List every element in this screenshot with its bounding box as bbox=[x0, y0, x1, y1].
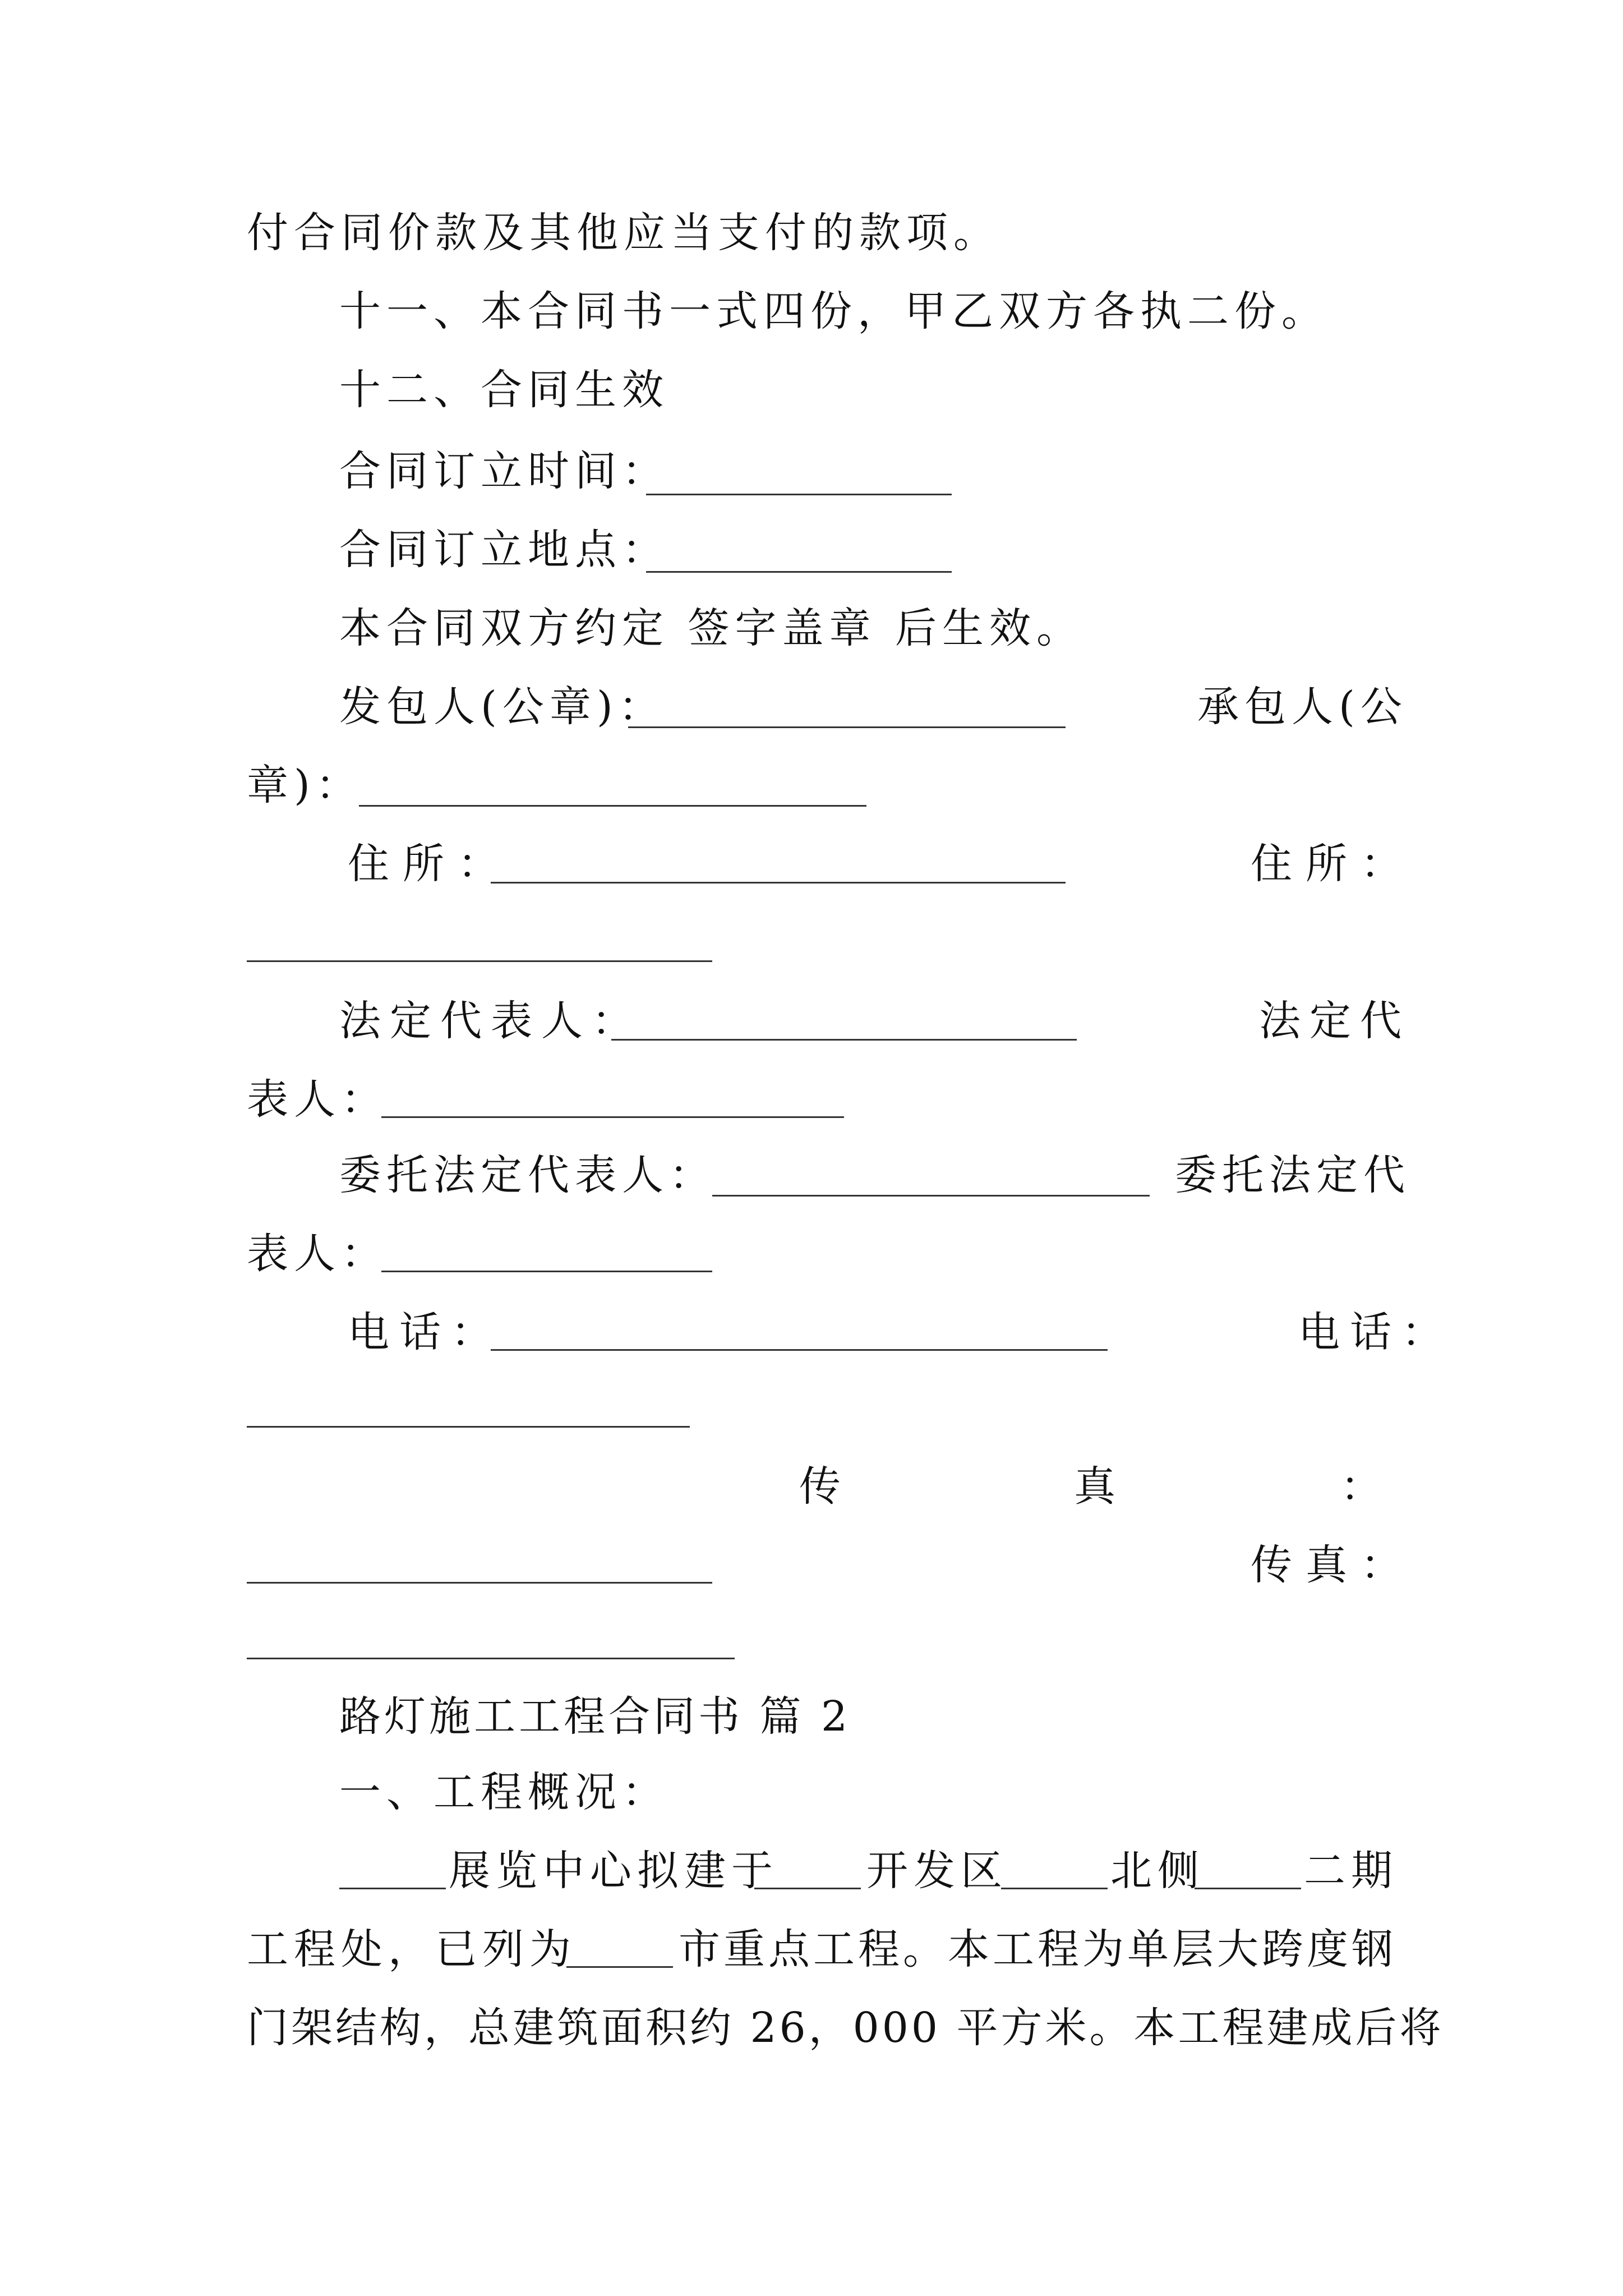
field-label: 传 bbox=[799, 1462, 846, 1511]
blank-line bbox=[712, 1195, 1150, 1197]
section-heading: 路灯施工工程合同书 篇 2 bbox=[339, 1692, 851, 1741]
text-line: 付合同价款及其他应当支付的款项。 bbox=[247, 209, 1000, 257]
text-line: 门架结构，总建筑面积约 26，000 平方米。本工程建成后将 bbox=[247, 2004, 1444, 2052]
field-label: 电话： bbox=[348, 1308, 502, 1356]
text-segment: 二期 bbox=[1304, 1847, 1398, 1895]
field-label: 承包人(公 bbox=[1197, 683, 1408, 731]
field-label: 住所： bbox=[1251, 840, 1415, 888]
field-label: 委托法定代 bbox=[1175, 1151, 1410, 1199]
text-segment: 工程处，已列为 bbox=[247, 1925, 577, 1973]
blank-line bbox=[754, 1888, 861, 1889]
field-label: 电话： bbox=[1298, 1308, 1453, 1356]
field-label: 合同订立地点： bbox=[339, 526, 669, 574]
blank-line bbox=[381, 1116, 844, 1118]
field-label: 发包人(公章)： bbox=[339, 683, 666, 731]
blank-line bbox=[566, 1966, 673, 1968]
blank-line bbox=[247, 1426, 690, 1428]
field-label: ： bbox=[1340, 1462, 1387, 1511]
text-line: 十一、本合同书一式四份，甲乙双方各执二份。 bbox=[339, 287, 1329, 335]
blank-line bbox=[359, 805, 866, 807]
blank-line bbox=[339, 1888, 446, 1889]
field-label: 法定代表人： bbox=[339, 997, 642, 1045]
blank-line bbox=[381, 1271, 712, 1272]
field-label: 章)： bbox=[247, 761, 363, 809]
field-label: 真 bbox=[1074, 1462, 1121, 1511]
text-line: 十二、合同生效 bbox=[339, 366, 669, 414]
blank-line bbox=[628, 726, 1066, 728]
text-segment: 开发区 bbox=[866, 1847, 1008, 1895]
text-segment: 展览中心拟建于 bbox=[449, 1847, 778, 1895]
field-label: 法定代 bbox=[1259, 997, 1410, 1045]
blank-line bbox=[247, 960, 712, 962]
blank-line bbox=[491, 1349, 1108, 1351]
text-line: 一、工程概况： bbox=[339, 1768, 669, 1816]
blank-line bbox=[611, 1039, 1077, 1041]
blank-line bbox=[646, 571, 952, 573]
text-segment: 北侧 bbox=[1110, 1847, 1205, 1895]
field-label: 传真： bbox=[1251, 1541, 1415, 1589]
field-label: 表人： bbox=[247, 1230, 388, 1278]
blank-line bbox=[1001, 1888, 1108, 1889]
text-segment: 市重点工程。本工程为单层大跨度钢 bbox=[679, 1925, 1396, 1973]
field-label: 委托法定代表人： bbox=[339, 1151, 716, 1199]
blank-line bbox=[247, 1658, 735, 1659]
field-label: 表人： bbox=[247, 1075, 388, 1124]
field-label: 合同订立时间： bbox=[339, 447, 669, 495]
blank-line bbox=[247, 1582, 712, 1584]
field-label: 住所： bbox=[348, 840, 513, 888]
blank-line bbox=[491, 882, 1066, 884]
text-line: 本合同双方约定 签字盖章 后生效。 bbox=[339, 604, 1084, 652]
blank-line bbox=[1195, 1888, 1301, 1889]
blank-line bbox=[646, 494, 952, 495]
